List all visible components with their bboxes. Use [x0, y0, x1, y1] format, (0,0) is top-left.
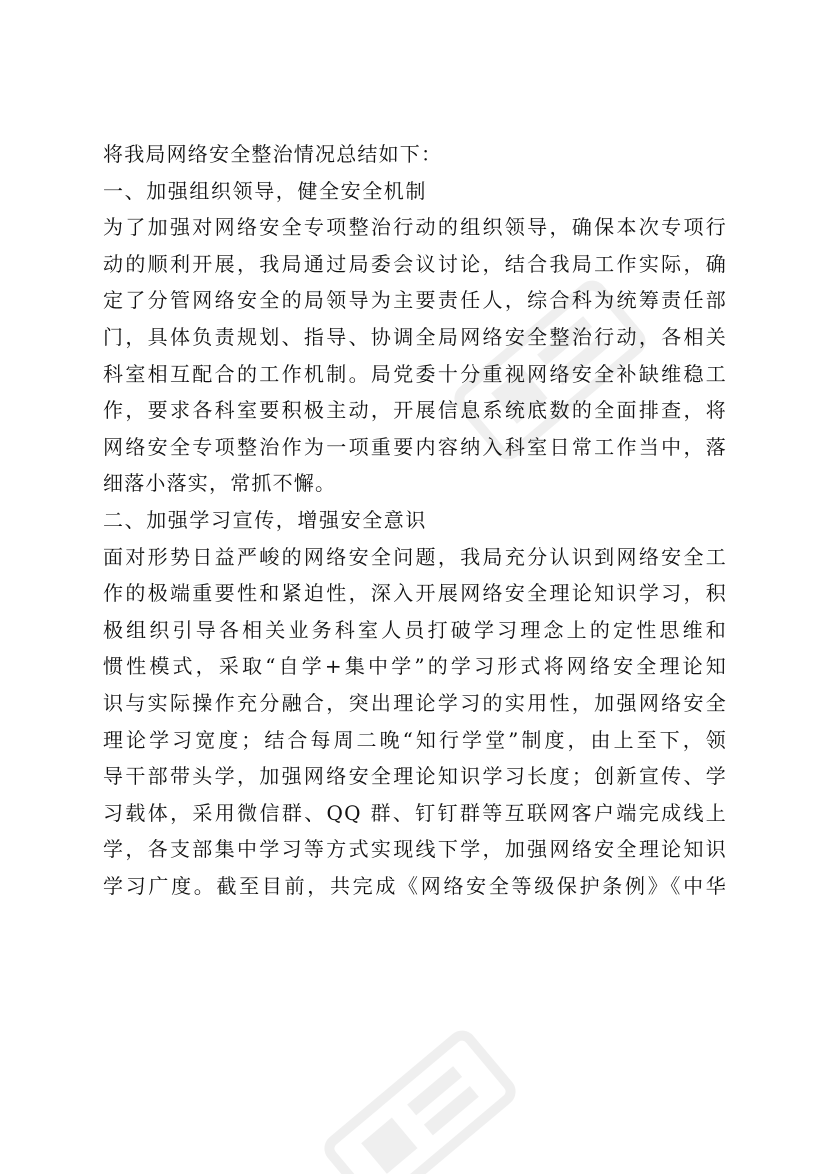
intro-line: 将我局网络安全整治情况总结如下：: [103, 142, 443, 166]
paragraph-2-line: 识与实际操作充分融合，突出理论学习的实用性，加强网络安全: [103, 690, 727, 715]
section-heading-2: 二、加强学习宣传，增强安全意识: [103, 507, 427, 532]
paragraph-2-line: 学，各支部集中学习等方式实现线下学，加强网络安全理论知识: [103, 837, 727, 862]
paragraph-2-line: 惯性模式，采取“自学+集中学”的学习形式将网络安全理论知: [103, 654, 727, 679]
section-heading-1: 一、加强组织领导，健全安全机制: [103, 178, 427, 203]
paragraph-2-line: 面对形势日益严峻的网络安全问题，我局充分认识到网络安全工: [103, 544, 727, 569]
paragraph-2-line: 作的极端重要性和紧迫性，深入开展网络安全理论知识学习，积: [103, 581, 727, 606]
paragraph-1-line: 为了加强对网络安全专项整治行动的组织领导，确保本次专项行: [103, 215, 727, 240]
watermark-logo-bottom: [300, 1020, 540, 1174]
paragraph-1-line: 动的顺利开展，我局通过局委会议讨论，结合我局工作实际，确: [103, 251, 727, 276]
paragraph-2-line: 导干部带头学，加强网络安全理论知识学习长度；创新宣传、学: [103, 764, 727, 789]
paragraph-2-line: 习载体，采用微信群、QQ 群、钉钉群等互联网客户端完成线上: [103, 800, 727, 825]
paragraph-1-line: 作，要求各科室要积极主动，开展信息系统底数的全面排查，将: [103, 398, 727, 423]
paragraph-1-line: 网络安全专项整治作为一项重要内容纳入科室日常工作当中，落: [103, 434, 727, 459]
document-body: [103, 136, 727, 904]
paragraph-1-line: 科室相互配合的工作机制。局党委十分重视网络安全补缺维稳工: [103, 361, 727, 386]
paragraph-2-line: 理论学习宽度；结合每周二晚“知行学堂”制度，由上至下，领: [103, 727, 727, 752]
paragraph-1-line: 门，具体负责规划、指导、协调全局网络安全整治行动，各相关: [103, 324, 727, 349]
paragraph-2-line: 极组织引导各相关业务科室人员打破学习理念上的定性思维和: [103, 617, 727, 642]
paragraph-1-line: 定了分管网络安全的局领导为主要责任人，综合科为统筹责任部: [103, 288, 727, 313]
paragraph-1-last-line: 细落小落实，常抓不懈。: [103, 471, 337, 496]
paragraph-2-line: 学习广度。截至目前，共完成《网络安全等级保护条例》《中华: [103, 873, 727, 898]
